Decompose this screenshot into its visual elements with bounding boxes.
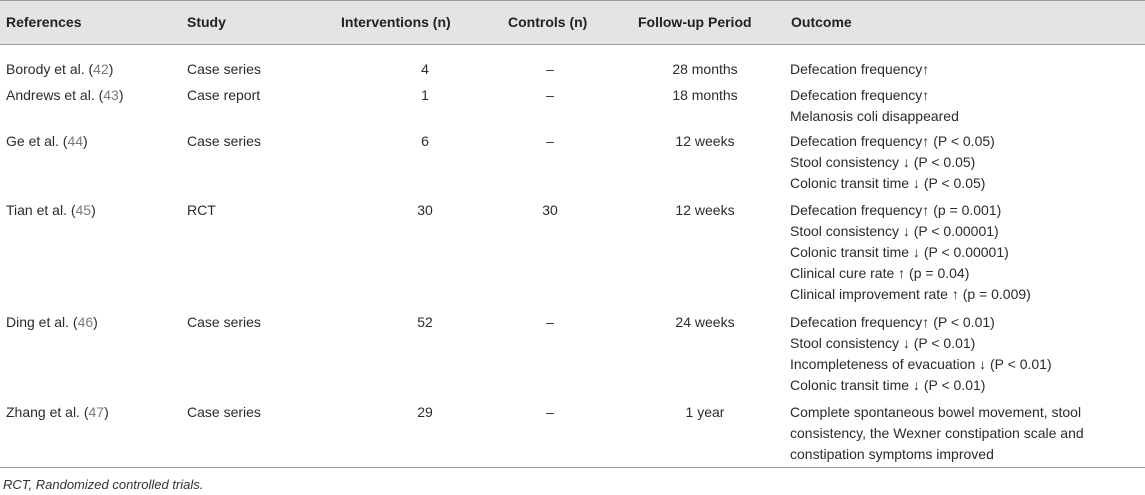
header-interventions: Interventions (n): [341, 14, 451, 30]
followup-cell: 1 year: [685, 404, 725, 420]
header-study: Study: [187, 14, 226, 30]
controls-cell: 30: [542, 202, 558, 218]
reference-paren: ): [91, 202, 96, 218]
outcome-line: consistency, the Wexner constipation scale and: [790, 425, 1084, 441]
controls-cell: –: [546, 314, 554, 330]
study-cell: Case series: [187, 404, 261, 420]
outcome-cell: [790, 402, 1084, 465]
header-outcome: Outcome: [791, 14, 852, 30]
outcome-cell: [790, 59, 929, 80]
study-cell: RCT: [187, 202, 216, 218]
table-footnote: RCT, Randomized controlled trials.: [3, 477, 204, 492]
controls-cell: –: [546, 404, 554, 420]
interventions-cell: 52: [417, 314, 433, 330]
reference-paren: ): [93, 314, 98, 330]
outcome-cell: [790, 312, 1052, 396]
reference-paren: ): [108, 61, 114, 77]
header-controls: Controls (n): [508, 14, 588, 30]
citation-link[interactable]: 47: [88, 404, 105, 420]
outcome-cell: [790, 85, 959, 127]
outcome-line: Complete spontaneous bowel movement, stool: [790, 404, 1082, 420]
outcome-line: Defecation frequency↑ (p = 0.001): [790, 202, 1002, 218]
outcome-line: Incompleteness of evacuation ↓ (P < 0.01): [790, 356, 1052, 372]
followup-cell: 28 months: [672, 61, 738, 77]
header-followup: Follow-up Period: [638, 14, 752, 30]
outcome-cell: [790, 200, 1031, 305]
reference-cell: [6, 131, 88, 152]
reference-cell: [6, 59, 113, 80]
reference-cell: [6, 312, 98, 333]
outcome-line: Stool consistency ↓ (P < 0.00001): [790, 223, 999, 239]
citation-link[interactable]: 44: [67, 133, 84, 149]
outcome-line: Defecation frequency↑ (P < 0.05): [790, 133, 995, 149]
outcome-line: Clinical cure rate ↑ (p = 0.04): [790, 265, 970, 281]
citation-link[interactable]: 43: [103, 87, 119, 103]
controls-cell: –: [546, 61, 554, 77]
outcome-line: Clinical improvement rate ↑ (p = 0.009): [790, 286, 1031, 302]
outcome-line: Colonic transit time ↓ (P < 0.05): [790, 175, 986, 191]
reference-author: Ge et al. (: [6, 133, 68, 149]
study-cell: Case series: [187, 133, 261, 149]
reference-author: Zhang et al. (: [6, 404, 89, 420]
interventions-cell: 29: [417, 404, 433, 420]
table-header: [0, 0, 1145, 45]
outcome-line: Melanosis coli disappeared: [790, 108, 959, 124]
table-bottom-rule: [0, 467, 1145, 468]
reference-paren: ): [118, 87, 124, 103]
citation-link[interactable]: 46: [77, 314, 94, 330]
outcome-line: Defecation frequency↑ (P < 0.01): [790, 314, 995, 330]
study-cell: Case report: [187, 87, 261, 103]
followup-cell: 12 weeks: [675, 202, 735, 218]
interventions-cell: 30: [417, 202, 433, 218]
interventions-cell: 4: [421, 61, 429, 77]
outcome-line: Colonic transit time ↓ (P < 0.00001): [790, 244, 1009, 260]
outcome-line: Colonic transit time ↓ (P < 0.01): [790, 377, 986, 393]
controls-cell: –: [546, 87, 554, 103]
study-cell: Case series: [187, 314, 261, 330]
study-cell: Case series: [187, 61, 261, 77]
reference-author: Andrews et al. (: [6, 87, 104, 103]
outcome-line: Stool consistency ↓ (P < 0.05): [790, 154, 976, 170]
reference-paren: ): [104, 404, 109, 420]
interventions-cell: 1: [421, 87, 429, 103]
reference-paren: ): [83, 133, 88, 149]
outcome-cell: [790, 131, 995, 194]
outcome-line: constipation symptoms improved: [790, 446, 994, 462]
outcome-line: Stool consistency ↓ (P < 0.01): [790, 335, 976, 351]
outcome-line: Defecation frequency↑: [790, 61, 930, 77]
reference-cell: [6, 200, 96, 221]
interventions-cell: 6: [421, 133, 429, 149]
reference-author: Ding et al. (: [6, 314, 78, 330]
followup-cell: 24 weeks: [675, 314, 735, 330]
outcome-line: Defecation frequency↑: [790, 87, 930, 103]
reference-cell: [6, 402, 109, 423]
reference-cell: [6, 85, 124, 106]
followup-cell: 18 months: [672, 87, 738, 103]
header-references: References: [6, 14, 82, 30]
followup-cell: 12 weeks: [675, 133, 735, 149]
citation-link[interactable]: 45: [75, 202, 92, 218]
reference-author: Borody et al. (: [6, 61, 94, 77]
citation-link[interactable]: 42: [93, 61, 109, 77]
reference-author: Tian et al. (: [6, 202, 76, 218]
controls-cell: –: [546, 133, 554, 149]
